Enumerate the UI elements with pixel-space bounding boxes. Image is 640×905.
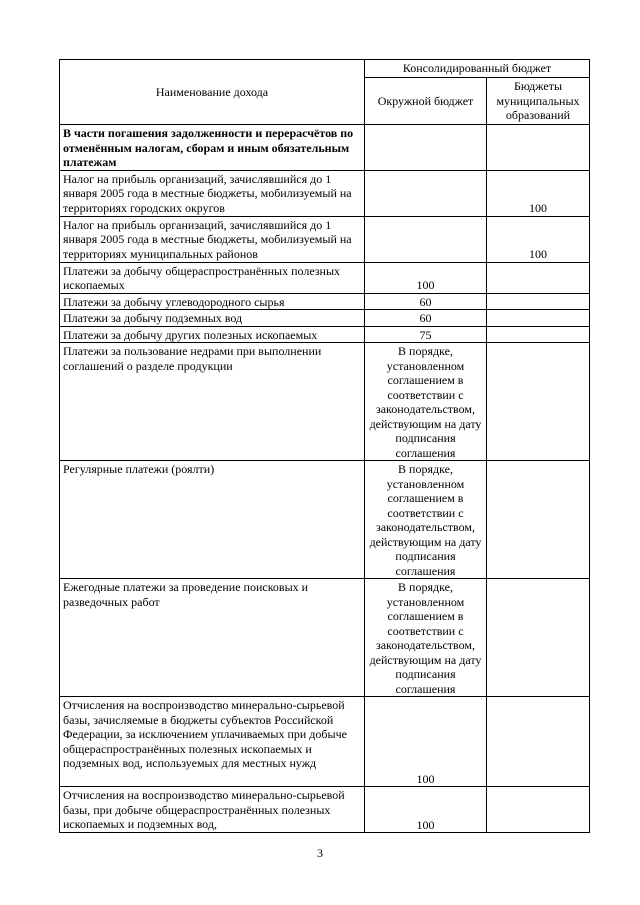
table-row xyxy=(60,579,590,697)
table-row xyxy=(60,125,590,171)
row-municipal-value xyxy=(487,293,590,310)
row-name: Регулярные платежи (роялти) xyxy=(60,461,365,579)
row-okrug-value: 75 xyxy=(365,326,487,343)
table-row xyxy=(60,787,590,833)
table-row xyxy=(60,697,590,787)
row-okrug-value: 60 xyxy=(365,310,487,327)
row-municipal-value xyxy=(487,326,590,343)
row-municipal-value: 100 xyxy=(487,216,590,262)
table-row xyxy=(60,170,590,216)
row-name: Платежи за добычу углеводородного сырья xyxy=(60,293,365,310)
row-okrug-value: 60 xyxy=(365,293,487,310)
row-okrug-value: В порядке, установленном соглашением в соответствии с законодательством, действующим на дату подписания соглашения xyxy=(365,579,487,697)
row-okrug-value: 100 xyxy=(365,262,487,293)
row-name: Отчисления на воспроизводство минерально-сырьевой базы, зачисляемые в бюджеты субъектов Российской Федерации, за исключением уплачиваемых при добыче общераспространённых полезных ископаемых и подземных вод, используемых для местных нужд xyxy=(60,697,365,787)
row-name: Налог на прибыль организаций, зачислявшийся до 1 января 2005 года в местные бюджеты, мобилизуемый на территориях городских округов xyxy=(60,170,365,216)
row-okrug-value: В порядке, установленном соглашением в соответствии с законодательством, действующим на дату подписания соглашения xyxy=(365,461,487,579)
budget-table xyxy=(59,59,590,833)
row-okrug-value: 100 xyxy=(365,787,487,833)
table-row xyxy=(60,293,590,310)
page-number: 3 xyxy=(317,846,323,860)
table-row xyxy=(60,262,590,293)
row-municipal-value xyxy=(487,343,590,461)
row-name: В части погашения задолженности и перерасчётов по отменённым налогам, сборам и иным обязательным платежам xyxy=(60,125,365,171)
row-municipal-value xyxy=(487,697,590,787)
row-name: Платежи за пользование недрами при выполнении соглашений о разделе продукции xyxy=(60,343,365,461)
row-municipal-value xyxy=(487,125,590,171)
row-okrug-value: 100 xyxy=(365,697,487,787)
header-municipal-budget: Бюджеты муниципальных образований xyxy=(487,78,590,125)
row-municipal-value xyxy=(487,262,590,293)
table-row xyxy=(60,216,590,262)
row-name: Налог на прибыль организаций, зачислявшийся до 1 января 2005 года в местные бюджеты, мобилизуемый на территориях муниципальных районов xyxy=(60,216,365,262)
row-municipal-value: 100 xyxy=(487,170,590,216)
row-name: Платежи за добычу других полезных ископаемых xyxy=(60,326,365,343)
table-row xyxy=(60,326,590,343)
header-consolidated-budget: Консолидированный бюджет xyxy=(365,60,590,78)
row-name: Ежегодные платежи за проведение поисковых и разведочных работ xyxy=(60,579,365,697)
table-row xyxy=(60,461,590,579)
row-okrug-value xyxy=(365,216,487,262)
header-income-name: Наименование дохода xyxy=(60,60,365,125)
row-name: Платежи за добычу подземных вод xyxy=(60,310,365,327)
row-municipal-value xyxy=(487,310,590,327)
row-municipal-value xyxy=(487,787,590,833)
row-name: Отчисления на воспроизводство минерально-сырьевой базы, при добыче общераспространённых полезных ископаемых и подземных вод, xyxy=(60,787,365,833)
row-municipal-value xyxy=(487,579,590,697)
row-name: Платежи за добычу общераспространённых полезных ископаемых xyxy=(60,262,365,293)
row-okrug-value xyxy=(365,125,487,171)
row-okrug-value: В порядке, установленном соглашением в соответствии с законодательством, действующим на дату подписания соглашения xyxy=(365,343,487,461)
table-row xyxy=(60,343,590,461)
header-okrug-budget: Окружной бюджет xyxy=(365,78,487,125)
row-okrug-value xyxy=(365,170,487,216)
table-row xyxy=(60,310,590,327)
row-municipal-value xyxy=(487,461,590,579)
